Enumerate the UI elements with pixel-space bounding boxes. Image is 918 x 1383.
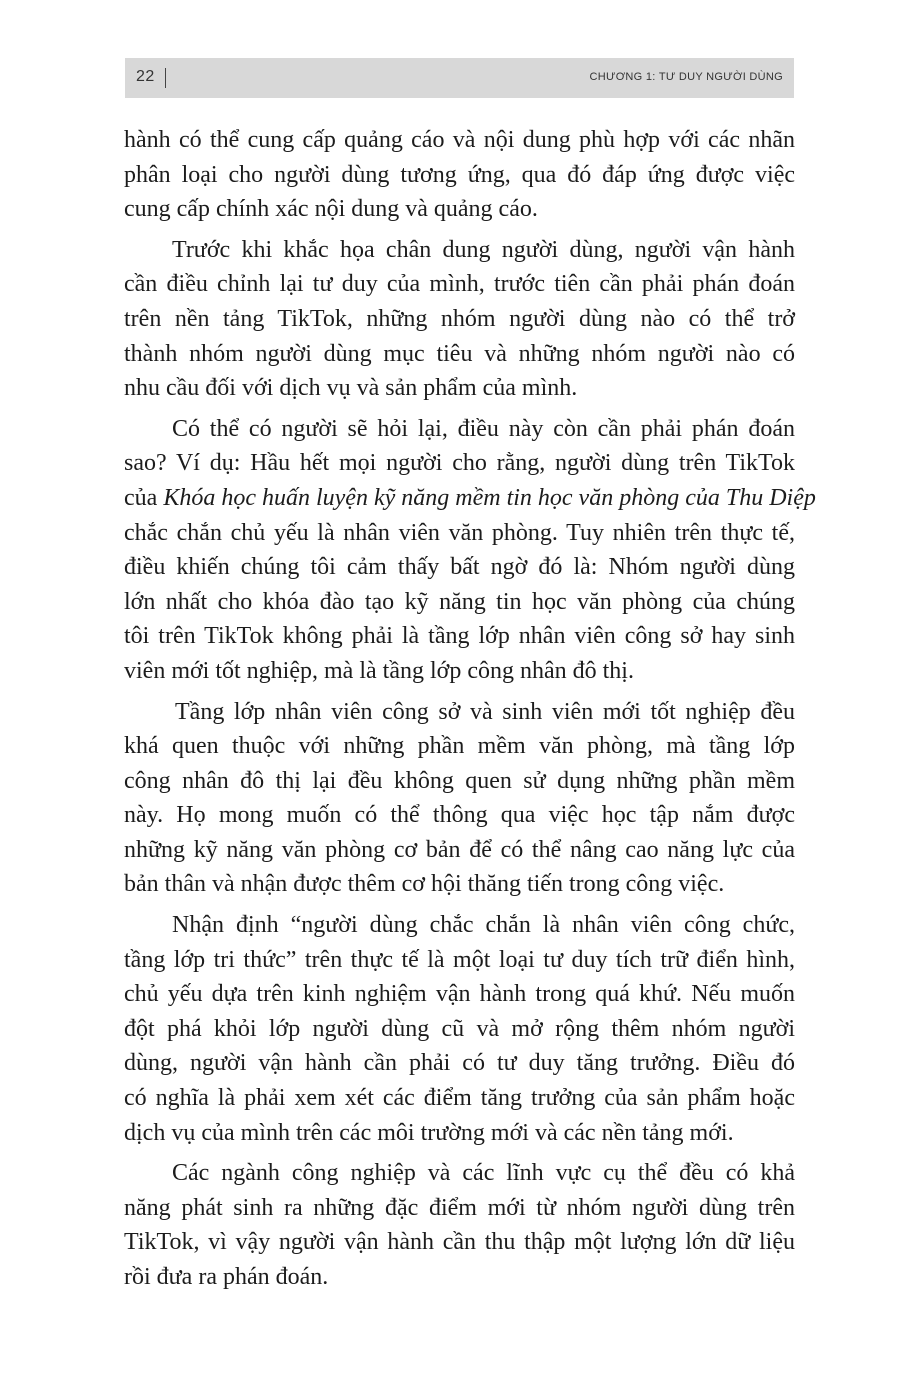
text-line: có nghĩa là phải xem xét các điểm tăng trưởng của sản phẩm hoặc (124, 1085, 795, 1112)
text-line: chắc chắn chủ yếu là nhân viên văn phòng. Tuy nhiên trên thực tế, (124, 519, 795, 546)
text-line: công nhân đô thị lại đều không quen sử dụng những phần mềm (124, 767, 795, 794)
text-line: Trước khi khắc họa chân dung người dùng, người vận hành (172, 236, 795, 263)
text-line: chủ yếu dựa trên kinh nghiệm vận hành trong quá khứ. Nếu muốn (124, 981, 795, 1008)
text-line-with-course-title (124, 481, 816, 516)
paragraph-6 (124, 1156, 795, 1294)
text-line: trên nền tảng TikTok, những nhóm người dùng nào có thể trở (124, 305, 795, 332)
text-line: Tầng lớp nhân viên công sở và sinh viên mới tốt nghiệp đều (175, 698, 795, 725)
text-line: TikTok, vì vậy người vận hành cần thu thập một lượng lớn dữ liệu (124, 1229, 795, 1256)
course-title: Khóa học huấn luyện kỹ năng mềm tin học văn phòng của Thu Diệp (163, 484, 816, 511)
text-line: lớn nhất cho khóa đào tạo kỹ năng tin học văn phòng của chúng (124, 588, 795, 615)
text-line: nhu cầu đối với dịch vụ và sản phẩm của mình. (124, 375, 578, 402)
text-line: những kỹ năng văn phòng cơ bản để có thể nâng cao năng lực của (124, 836, 795, 863)
text-line: hành có thể cung cấp quảng cáo và nội dung phù hợp với các nhãn (124, 127, 795, 153)
text-line: đột phá khỏi lớp người dùng cũ và mở rộng thêm nhóm người (124, 1015, 795, 1042)
text-line: cung cấp chính xác nội dung và quảng cáo. (124, 196, 538, 223)
running-header (125, 58, 794, 98)
text-line: Có thể có người sẽ hỏi lại, điều này còn cần phải phán đoán (172, 415, 795, 442)
page-number: 22 (136, 68, 155, 85)
text-line: rồi đưa ra phán đoán. (124, 1264, 329, 1290)
text-line: khá quen thuộc với những phần mềm văn phòng, mà tầng lớp (124, 733, 795, 760)
header-divider (165, 68, 166, 88)
text-line: viên mới tốt nghiệp, mà là tầng lớp công nhân đô thị. (124, 657, 634, 684)
text-prefix: của (124, 484, 164, 511)
text-line: cần điều chỉnh lại tư duy của mình, trước tiên cần phải phán đoán (124, 271, 795, 298)
text-line: này. Họ mong muốn có thể thông qua việc học tập nắm được (124, 802, 795, 829)
text-line: sao? Ví dụ: Hầu hết mọi người cho rằng, người dùng trên TikTok (124, 450, 795, 477)
text-line: tầng lớp tri thức” trên thực tế là một loại tư duy tích trữ điển hình, (124, 946, 795, 973)
paragraph-4 (124, 695, 795, 903)
paragraph-5 (124, 908, 795, 1150)
text-line: năng phát sinh ra những đặc điểm mới từ nhóm người dùng trên (124, 1194, 795, 1221)
text-line: dùng, người vận hành cần phải có tư duy tăng trưởng. Điều đó (124, 1050, 795, 1077)
page-body (124, 123, 816, 1301)
paragraph-2 (124, 233, 795, 406)
text-line: phân loại cho người dùng tương ứng, qua đó đáp ứng được việc (124, 161, 795, 188)
text-line: dịch vụ của mình trên các môi trường mới và các nền tảng mới. (124, 1119, 734, 1146)
text-line: bản thân và nhận được thêm cơ hội thăng tiến trong công việc. (124, 871, 725, 898)
chapter-title: CHƯƠNG 1: TƯ DUY NGƯỜI DÙNG (589, 71, 783, 83)
text-line: Các ngành công nghiệp và các lĩnh vực cụ thể đều có khả (172, 1160, 795, 1187)
text-line: tôi trên TikTok không phải là tầng lớp nhân viên công sở hay sinh (124, 623, 795, 650)
text-line: điều khiến chúng tôi cảm thấy bất ngờ đó là: Nhóm người dùng (124, 554, 795, 581)
paragraph-3 (124, 412, 816, 689)
paragraph-1 (124, 123, 795, 227)
text-line: thành nhóm người dùng mục tiêu và những nhóm người nào có (124, 340, 795, 367)
text-line: Nhận định “người dùng chắc chắn là nhân viên công chức, (172, 912, 795, 939)
